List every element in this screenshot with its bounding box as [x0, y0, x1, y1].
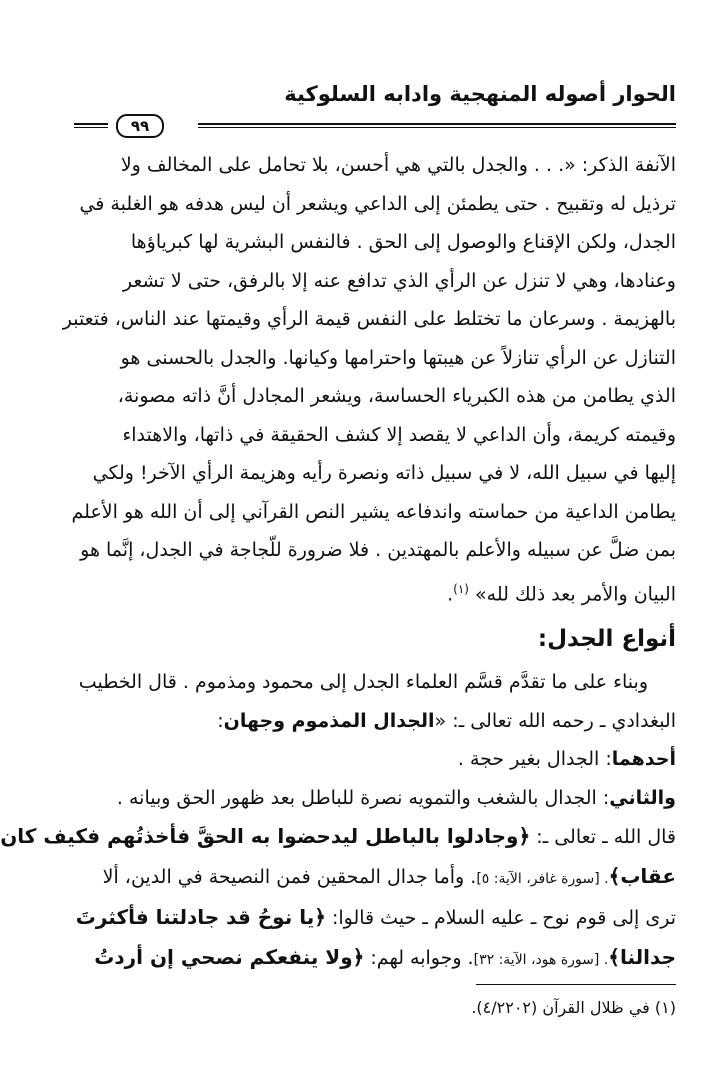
text-line: وعنادها، وهي لا تنزل عن الرأي الذي تدافع عنه إلا بالرفق، حتى لا تشعر: [122, 269, 676, 292]
footnote-divider: [476, 984, 676, 985]
text-line: [74, 857, 676, 899]
first-text: : الجدال بغير حجة .: [457, 748, 612, 771]
text-line: الذي يطامن من هذه الكبرياء الحساسة، ويشعر المجادل أنَّ ذاته مصونة،: [117, 385, 676, 407]
verse-reference: . [سورة هود، الآية: ٣٢]: [473, 951, 609, 968]
second-text: : الجدال بالشغب والتمويه نصرة للباطل بعد ظهور الحق وبيانه .: [116, 786, 610, 809]
text-line: بمن ضلَّ عن سبيله والأعلم بالمهتدين . فلا ضرورة للّجاجة في الجدل، إنَّما هو: [80, 539, 676, 561]
text-segment: قال الله ـ تعالى ـ:: [530, 826, 676, 849]
section-heading: أنواع الجدل:: [537, 626, 676, 653]
text-segment: . وأما جدال المحقين فمن النصيحة في الدين، ألا: [102, 865, 477, 888]
quran-verse: ﴿ولا ينفعكم نصحي إن أردتُ: [94, 944, 365, 969]
quran-verse: ﴿وجادلوا بالباطل ليدحضوا به الحقَّ فأخذتُهم فكيف كان: [0, 824, 531, 849]
text-segment: . وجوابه لهم:: [364, 946, 474, 969]
text-line: ترذيل له وتقبيح . حتى يطمئن إلى الداعي ويشعر أن ليس هدفه هو الغلبة في: [79, 192, 676, 215]
verse-reference: . [سورة غافر، الآية: ٥]: [476, 870, 609, 887]
text-segment: ترى إلى قوم نوح ـ عليه السلام ـ حيث قالوا:: [325, 907, 676, 930]
quran-verse: ﴿يا نوحُ قد جادلتنا فأكثرتَ: [75, 905, 326, 930]
quran-verse: عقاب﴾: [608, 863, 676, 888]
bold-phrase: الجدال المذموم وجهان: [223, 709, 435, 732]
paragraph-quote: [62, 146, 676, 613]
text-line: إليها في سبيل الله، لا في سبيل ذاته ونصرة رأيه وهزيمة الرأي الآخر! ولكي: [92, 462, 676, 484]
text-line: الآنفة الذكر: «. . . والجدل بالتي هي أحسن، بلا تحامل على المخالف ولا: [120, 154, 676, 176]
header-rule-right: [198, 123, 676, 128]
running-title: الحوار أصوله المنهجية وادابه السلوكية: [284, 82, 676, 106]
text-line: بالهزيمة . وسرعان ما تختلط على النفس قيمة الرأي وقيمتها عند الناس، فتعتبر: [62, 308, 676, 330]
text-line-content: البيان والأمر بعد ذلك لله»: [475, 582, 676, 605]
header-rule-left: [74, 123, 108, 128]
text-line: يطامن الداعية من حماسته واندفاعه يشير النص القرآني إلى أن الله هو الأعلم: [71, 500, 676, 523]
first-label: أحدهما: [611, 748, 676, 771]
text-line: [74, 779, 676, 818]
text-line: البيان والأمر بعد ذلك لله» $^{(١)}$.: [447, 581, 676, 605]
second-label: والثاني: [609, 786, 676, 809]
page-number: ٩٩: [116, 114, 164, 138]
text-line: التنازل عن الرأي تنازلاً عن هيبتها واحترامها وكيانها. والجدل بالحسنى هو: [120, 346, 676, 369]
text-segment: :: [217, 709, 224, 732]
header-rule: [74, 114, 676, 136]
text-line: [74, 702, 676, 741]
text-line: [0, 817, 676, 857]
text-line: وبناء على ما تقدَّم قسَّم العلماء الجدل إلى محمود ومذموم . قال الخطيب: [78, 671, 648, 694]
page-body: [0, 146, 676, 979]
text-line: الجدل، ولكن الإقناع والوصول إلى الحق . فالنفس البشرية لها كبرياؤها: [130, 231, 676, 253]
paragraph-types: [0, 663, 676, 979]
text-line: [74, 938, 676, 980]
text-line: [74, 898, 676, 938]
text-segment: البغدادي ـ رحمه الله تعالى ـ: «: [434, 709, 676, 732]
page-header: [74, 82, 676, 142]
text-line: [74, 740, 676, 779]
quran-verse: جدالنا﴾: [608, 944, 676, 969]
footnote: (١) في ظلال القرآن (٤/٢٢٠٢).: [471, 998, 676, 1017]
footnote-marker: (١): [453, 581, 469, 596]
text-line: وقيمته كريمة، وأن الداعي لا يقصد إلا كشف الحقيقة في ذاتها، والاهتداء: [122, 423, 676, 446]
